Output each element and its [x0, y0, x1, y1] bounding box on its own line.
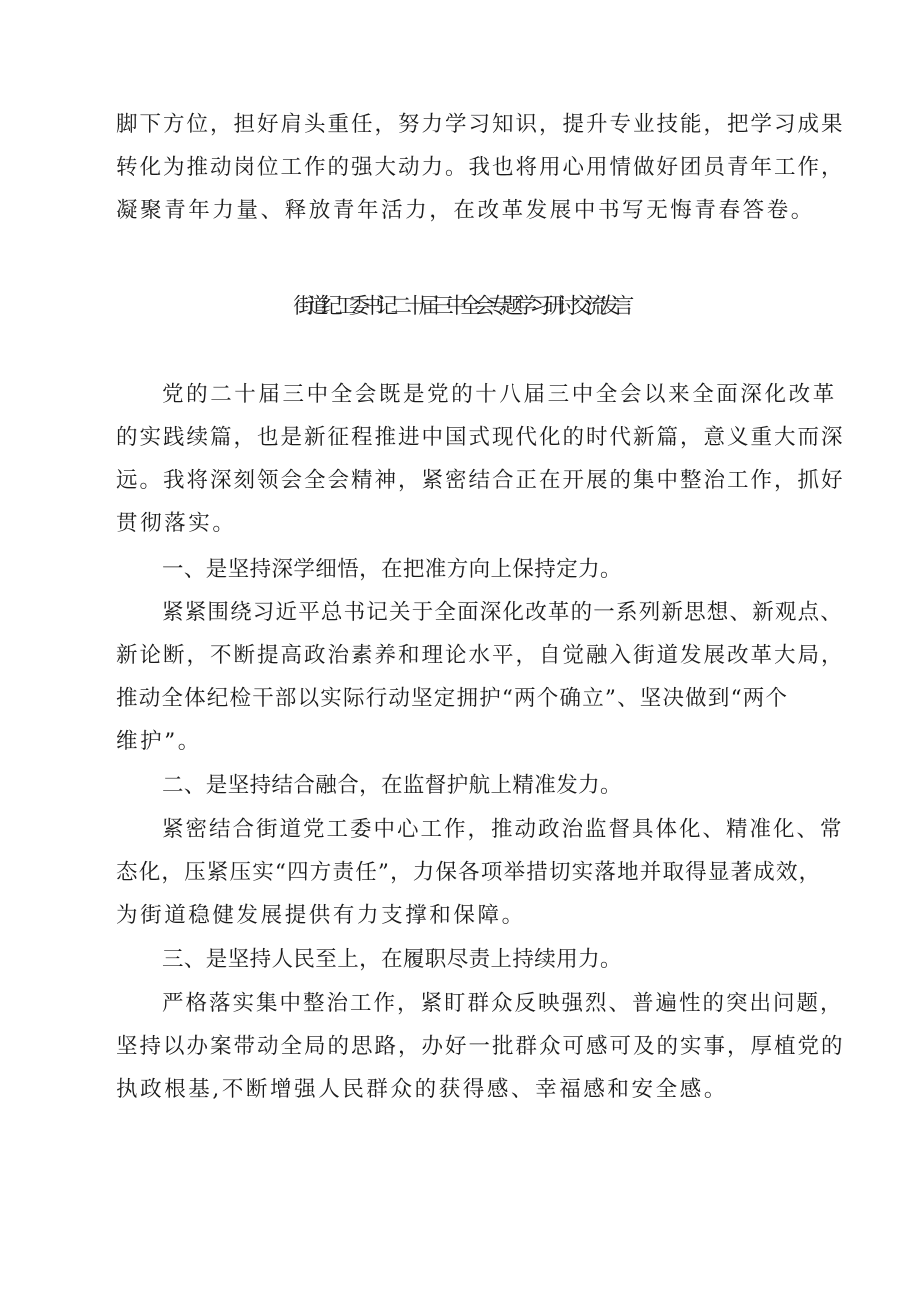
- intro-line: 转化为推动岗位工作的强大动力。我也将用心用情做好团员青年工作，: [116, 155, 845, 180]
- intro-line: 凝聚青年力量、释放青年活力，在改革发展中书写无悔青春答卷。: [116, 198, 815, 223]
- opening-line: 贯彻落实。: [116, 511, 237, 536]
- section-heading-1: 一、是坚持深学细悟，在把准方向上保持定力。: [162, 557, 622, 582]
- section-heading-3: 三、是坚持人民至上，在履职尽责上持续用力。: [162, 947, 622, 972]
- section-3-line: 严格落实集中整治工作，紧盯群众反映强烈、普遍性的突出问题，: [162, 991, 844, 1016]
- section-1-line: 紧紧围绕习近平总书记关于全面深化改革的一系列新思想、新观点、: [162, 600, 844, 625]
- section-3-line: 坚持以办案带动全局的思路，办好一批群众可感可及的实事，厚植党的: [116, 1034, 845, 1059]
- section-2-line: 为街道稳健发展提供有力支撑和保障。: [116, 903, 526, 928]
- document-title: 街道纪工委书记二十届三中全会专题学习研讨交流发言: [293, 294, 627, 319]
- section-heading-2: 二、是坚持结合融合，在监督护航上精准发力。: [162, 773, 622, 798]
- opening-line: 远。我将深刻领会全会精神，紧密结合正在开展的集中整治工作，抓好: [116, 468, 845, 493]
- section-3-line: 执政根基,不断增强人民群众的获得感、幸福感和安全感。: [116, 1077, 728, 1102]
- opening-line: 的实践续篇，也是新征程推进中国式现代化的时代新篇，意义重大而深: [116, 425, 845, 450]
- section-2-line: 态化，压紧压实“四方责任”，力保各项举措切实落地并取得显著成效，: [116, 860, 822, 885]
- section-1-line: 维护”。: [116, 729, 202, 754]
- section-1-line: 推动全体纪检干部以实际行动坚定拥护“两个确立”、坚决做到“两个: [116, 686, 789, 711]
- opening-line: 党的二十届三中全会既是党的十八届三中全会以来全面深化改革: [162, 382, 837, 407]
- section-2-line: 紧密结合街道党工委中心工作，推动政治监督具体化、精准化、常: [162, 817, 844, 842]
- section-1-line: 新论断，不断提高政治素养和理论水平，自觉融入街道发展改革大局，: [116, 643, 845, 668]
- intro-line: 脚下方位，担好肩头重任，努力学习知识，提升专业技能，把学习成果: [116, 112, 845, 137]
